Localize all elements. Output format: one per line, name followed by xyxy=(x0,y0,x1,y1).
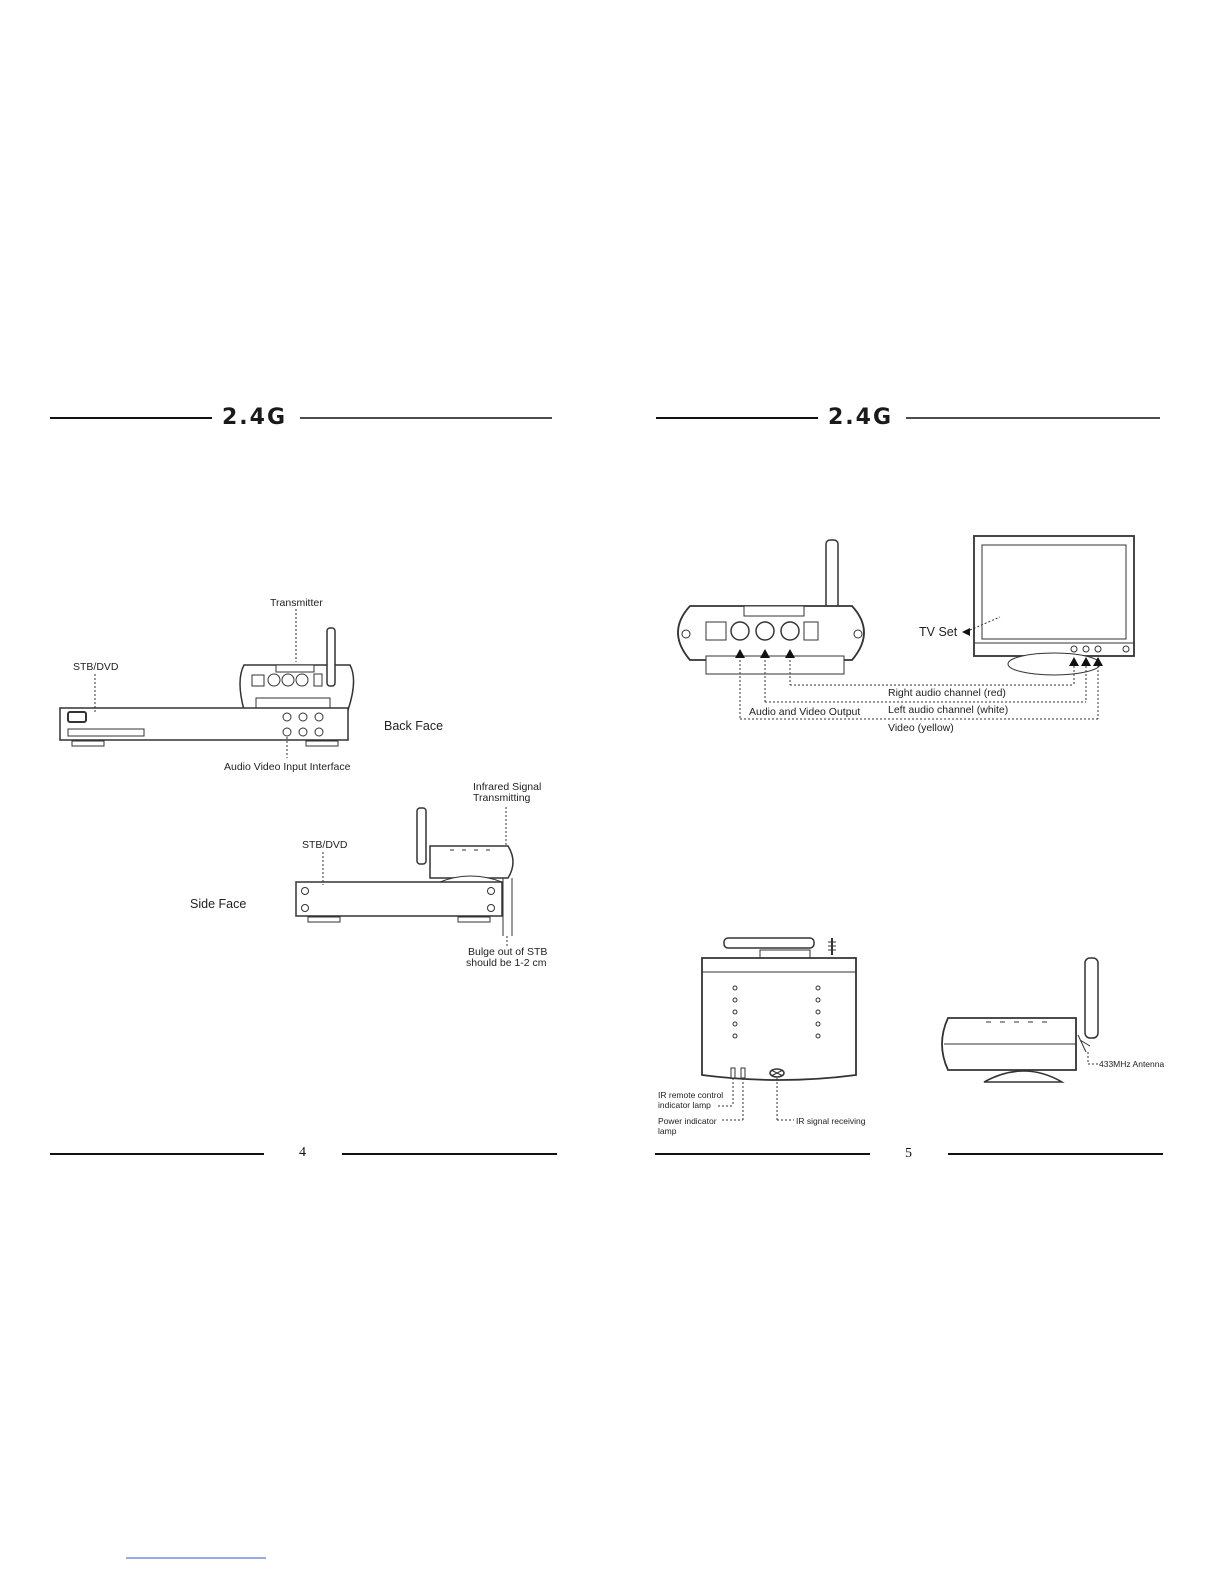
bulge-label-line2: should be 1-2 cm xyxy=(466,957,547,969)
ir-remote-label-line2: indicator lamp xyxy=(658,1100,711,1110)
right-audio-label: Right audio channel (red) xyxy=(888,687,1006,699)
right-header-logo: 2.4G xyxy=(828,405,894,430)
right-page-number: 5 xyxy=(905,1146,912,1161)
infrared-label-line2: Transmitting xyxy=(473,792,531,804)
ir-receiving-label: IR signal receiving xyxy=(796,1116,866,1126)
left-page-number: 4 xyxy=(299,1145,306,1160)
ir-remote-label-line1: IR remote control xyxy=(658,1090,724,1100)
left-audio-label: Left audio channel (white) xyxy=(888,704,1009,716)
video-label: Video (yellow) xyxy=(888,722,954,734)
transmitter-label: Transmitter xyxy=(270,597,323,609)
side-face-label: Side Face xyxy=(190,897,247,911)
bulge-label-line1: Bulge out of STB xyxy=(468,946,548,958)
infrared-label-line1: Infrared Signal xyxy=(473,781,542,793)
av-input-label: Audio Video Input Interface xyxy=(224,761,351,773)
back-face-label: Back Face xyxy=(384,719,444,733)
power-label-line1: Power indicator xyxy=(658,1116,717,1126)
stb-dvd-back-label: STB/DVD xyxy=(73,661,119,673)
power-label-line2: lamp xyxy=(658,1126,677,1136)
stb-dvd-side-label: STB/DVD xyxy=(302,839,348,851)
tv-set-label: TV Set xyxy=(919,625,958,639)
left-header-logo: 2.4G xyxy=(222,405,288,430)
antenna-label: 433MHz Antenna xyxy=(1099,1059,1165,1069)
av-output-label: Audio and Video Output xyxy=(749,706,861,718)
